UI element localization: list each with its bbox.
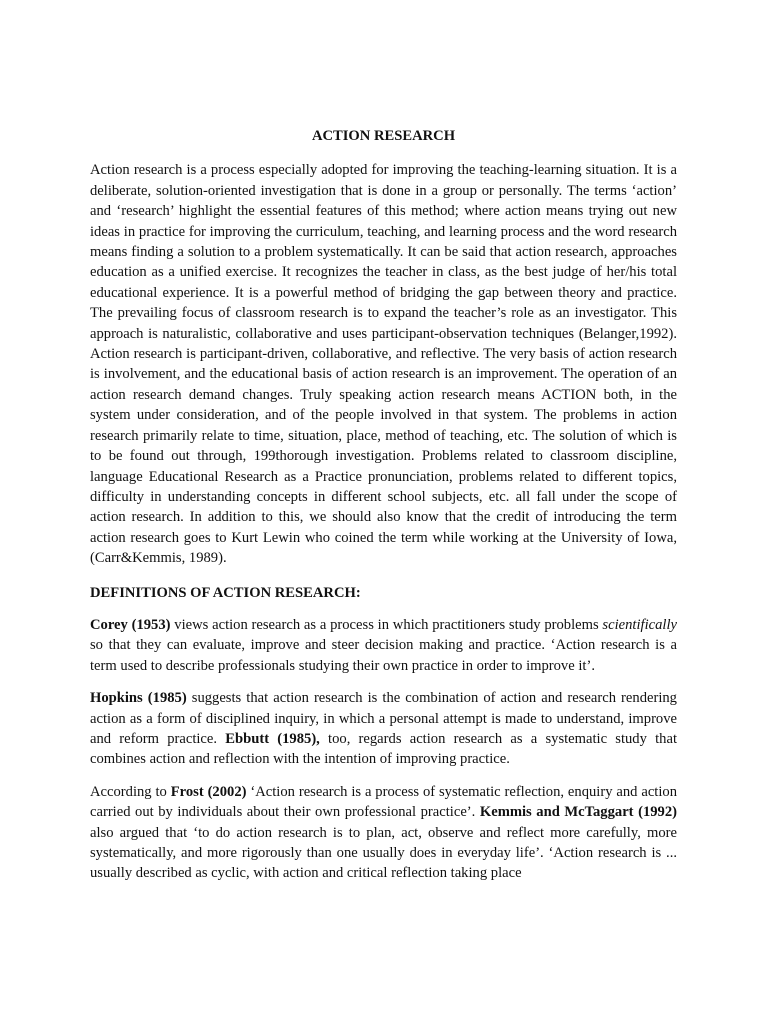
corey-citation: Corey (1953) xyxy=(90,616,171,633)
hopkins-text-part1: suggests that action research is the combination of action and research rendering action as a form of disciplined inquiry, in which a personal attempt is made to understand, improve and reform practice. xyxy=(90,690,677,747)
corey-italic-word: scientifically xyxy=(602,616,677,633)
intro-paragraph: Action research is a process especially adopted for improving the teaching-learning situation. It is a deliberate, solution-oriented investigation that is done in a group or personally. The terms ‘action’ and ‘research’ highlight the essential features of this method; where action means trying out new ideas in practice for improving the curriculum, teaching, and learning process and the word research means finding a solution to a problem systematically. It can be said that action research, approaches education as a unified exercise. It recognizes the teacher in class, as the best judge of her/his total educational experience. It is a powerful method of bridging the gap between theory and practice. The prevailing focus of classroom research is to expand the teacher’s role as an investigator. This approach is naturalistic, collaborative and uses participant-observation techniques (Belanger,1992). Action research is participant-driven, collaborative, and reflective. The very basis of action research is involvement, and the educational basis of action research is an improvement. The operation of an action research demand changes. Truly speaking action research means ACTION both, in the system under consideration, and of the people involved in that system. The problems in action research primarily relate to time, situation, place, method of teaching, etc. The solution of which is to be found out through, 199thorough investigation. Problems related to classroom discipline, language Educational Research as a Practice pronunciation, problems related to different topics, difficulty in understanding concepts in different school subjects, etc. all fall under the scope of action research. In addition to this, we should also know that the credit of introducing the term action research goes to Kurt Lewin who coined the term while working at the University of Iowa, (Carr&Kemmis, 1989). xyxy=(90,162,677,567)
document-page xyxy=(90,126,677,896)
frost-citation: Frost (2002) xyxy=(170,783,247,800)
corey-text-part2: so that they can evaluate, improve and steer decision making and practice. ‘Action research is a term used to describe professionals studying their own practice in order to improve it’. xyxy=(90,637,677,674)
frost-text-part1: According to xyxy=(90,783,171,800)
hopkins-text-part2: too, regards action research as a systematic study that combines action and reflection with the intention of improving practice. xyxy=(90,730,678,768)
frost-text-part2: ‘Action research is a process of systematic reflection, enquiry and action carried out by individuals about their own professional practice’. xyxy=(90,783,677,821)
corey-paragraph xyxy=(90,615,677,676)
document-title: ACTION RESEARCH xyxy=(311,128,456,144)
hopkins-citation: Hopkins (1985) xyxy=(90,690,187,707)
definitions-heading: DEFINITIONS OF ACTION RESEARCH: xyxy=(90,584,361,601)
corey-text-part1: views action research as a process in which practitioners study problems xyxy=(170,616,603,633)
ebbutt-citation: Ebbutt (1985), xyxy=(225,730,320,747)
kemmis-citation: Kemmis and McTaggart (1992) xyxy=(479,804,677,821)
hopkins-paragraph xyxy=(90,688,677,770)
frost-text-part3: also argued that ‘to do action research is to plan, act, observe and reflect more carefully, more systematically, and more rigorously than one usually does in everyday life’. ‘Action research is ... usually described as cyclic, with action and critical reflection taking place xyxy=(90,824,677,882)
frost-paragraph xyxy=(90,782,677,884)
